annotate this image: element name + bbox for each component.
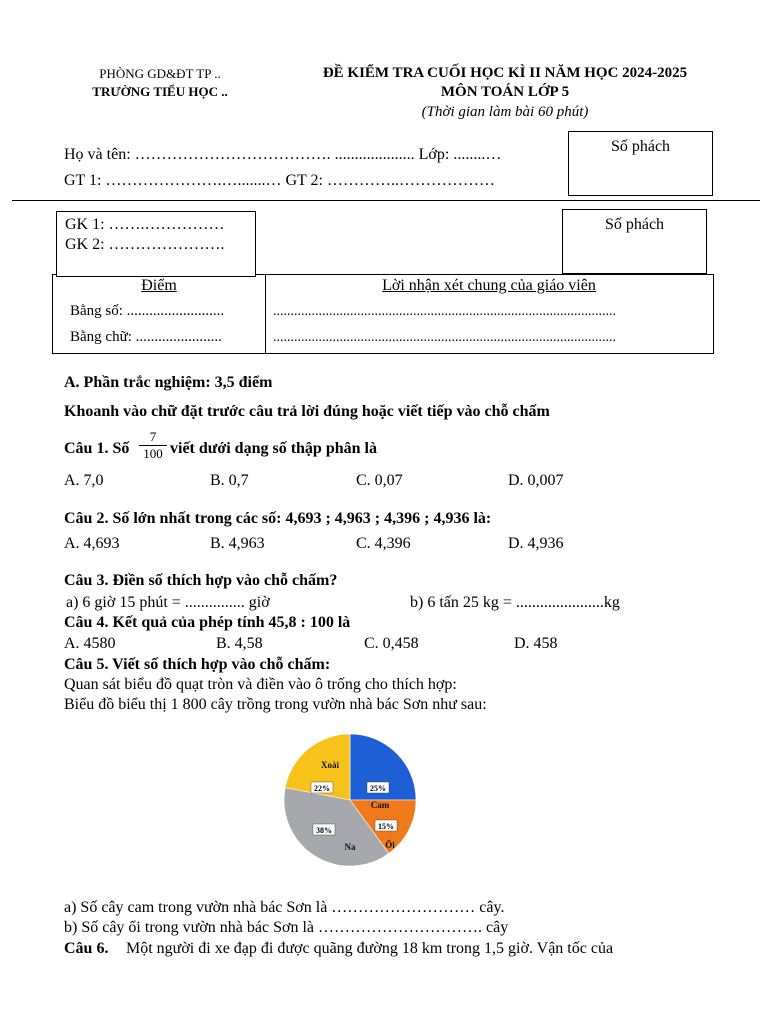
q4-option-c[interactable]: C. 0,458 — [364, 635, 419, 652]
header-divider — [12, 200, 760, 201]
q3-text: Câu 3. Điền số thích hợp vào chỗ chấm? — [64, 572, 338, 589]
q1-fraction-denominator: 100 — [143, 446, 163, 461]
q3-part-a[interactable]: a) 6 giờ 15 phút = ............... giờ — [66, 594, 270, 611]
q2-option-d[interactable]: D. 4,936 — [508, 535, 564, 552]
q5-part-b[interactable]: b) Số cây ổi trong vườn nhà bác Sơn là …………………………. cây — [64, 919, 509, 936]
q1-suffix: viết dưới dạng số thập phân là — [170, 440, 377, 457]
q5-part-a[interactable]: a) Số cây cam trong vườn nhà bác Sơn là ……………………… cây. — [64, 899, 505, 916]
grader-box — [56, 211, 256, 277]
teacher-comment-line-1: .................................................................................................. — [273, 304, 616, 319]
so-phach-box-bottom — [562, 209, 707, 274]
q1-option-d[interactable]: D. 0,007 — [508, 472, 564, 489]
score-header: Điểm — [141, 277, 177, 294]
q2-text: Câu 2. Số lớn nhất trong các số: 4,693 ; 4,963 ; 4,396 ; 4,936 là: — [64, 510, 492, 527]
score-in-words: Bằng chữ: ....................... — [70, 329, 222, 345]
pie-value-label-1: 15% — [378, 822, 394, 831]
q1-option-b[interactable]: B. 0,7 — [210, 472, 249, 489]
section-a-title: A. Phần trắc nghiệm: 3,5 điểm — [64, 374, 273, 391]
grader-1: GK 1: …….…………… — [65, 216, 225, 233]
exam-title: ĐỀ KIỂM TRA CUỐI HỌC KÌ II NĂM HỌC 2024-2025 — [322, 65, 688, 81]
q1-fraction-numerator: 7 — [149, 429, 157, 444]
student-name-line: Họ và tên: ………………………………. .................... Lớp: ........… — [64, 146, 502, 163]
q6-text: Một người đi xe đạp đi được quãng đường 18 km trong 1,5 giờ. Vận tốc của — [126, 940, 614, 957]
pie-value-label-0: 25% — [370, 784, 386, 793]
exam-time-note: (Thời gian làm bài 60 phút) — [421, 104, 589, 120]
q4-option-d[interactable]: D. 458 — [514, 635, 558, 652]
pie-category-label-0: Cam — [370, 800, 390, 810]
pie-category-label-1: Ổi — [385, 840, 395, 850]
q6-label: Câu 6. — [64, 940, 109, 957]
pie-category-label-2: Na — [344, 842, 356, 852]
q5-line-1: Quan sát biểu đồ quạt tròn và điền vào ô trống cho thích hợp: — [64, 676, 457, 693]
section-a-instruction: Khoanh vào chữ đặt trước câu trả lời đúng hoặc viết tiếp vào chỗ chấm — [64, 403, 550, 420]
q5-line-2: Biểu đồ biểu thị 1 800 cây trồng trong vườn nhà bác Sơn như sau: — [64, 696, 487, 713]
q3-part-b[interactable]: b) 6 tấn 25 kg = ......................kg — [410, 594, 620, 611]
q4-option-a[interactable]: A. 4580 — [64, 635, 116, 652]
q2-option-c[interactable]: C. 4,396 — [356, 535, 411, 552]
q4-option-b[interactable]: B. 4,58 — [216, 635, 263, 652]
exam-subject: MÔN TOÁN LỚP 5 — [440, 84, 570, 100]
q1-prefix: Câu 1. Số — [64, 440, 130, 457]
q4-text: Câu 4. Kết quả của phép tính 45,8 : 100 là — [64, 614, 351, 631]
q1-fraction — [139, 430, 167, 461]
q5-text: Câu 5. Viết số thích hợp vào chỗ chấm: — [64, 656, 331, 673]
q1-option-a[interactable]: A. 7,0 — [64, 472, 104, 489]
supervisor-line: GT 1: ………………….….......… GT 2: …………..……………… — [64, 172, 495, 189]
pie-value-label-3: 22% — [314, 784, 330, 793]
so-phach-label-top: Số phách — [610, 138, 671, 155]
score-in-number: Bằng số: .......................... — [70, 303, 225, 319]
q2-option-a[interactable]: A. 4,693 — [64, 535, 120, 552]
so-phach-box-top — [568, 131, 713, 196]
pie-chart — [270, 718, 430, 878]
grader-2: GK 2: …………………. — [65, 236, 225, 253]
pie-category-label-3: Xoài — [321, 760, 339, 770]
teacher-comment-header: Lời nhận xét chung của giáo viên — [382, 277, 596, 294]
pie-value-label-2: 38% — [316, 826, 332, 835]
school-name: TRƯỜNG TIỂU HỌC .. — [92, 84, 228, 99]
q1-option-c[interactable]: C. 0,07 — [356, 472, 403, 489]
so-phach-label-bottom: Số phách — [604, 216, 665, 233]
q2-option-b[interactable]: B. 4,963 — [210, 535, 265, 552]
department-name: PHÒNG GD&ĐT TP .. — [99, 66, 221, 81]
teacher-comment-line-2: .................................................................................................. — [273, 330, 616, 345]
